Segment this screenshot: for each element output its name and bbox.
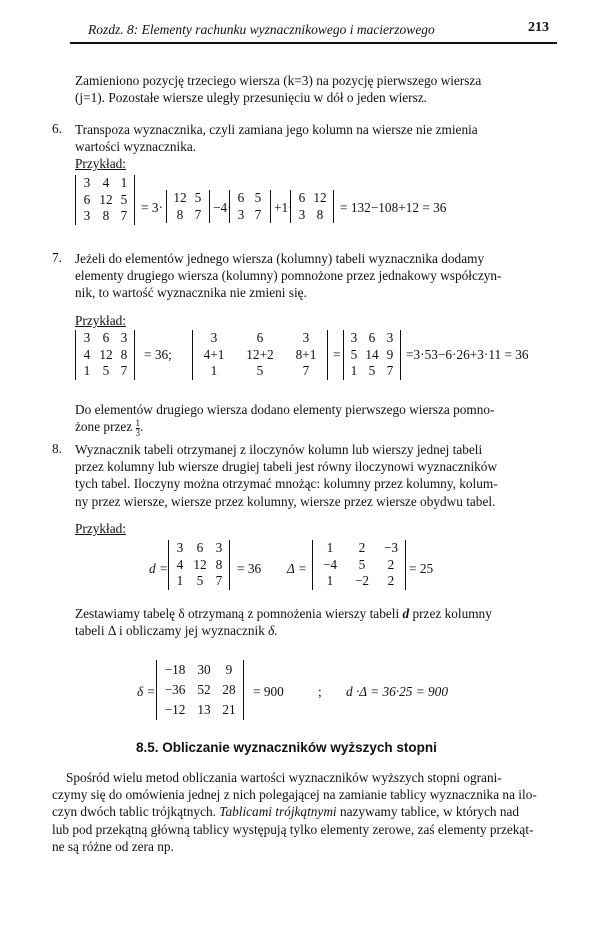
d-result: = 36	[237, 561, 262, 576]
item7-matrix-c: 3 6 3 5 14 9 1 5 7	[343, 330, 401, 380]
running-header	[70, 20, 557, 44]
item6-minor2: 6 5 3 7	[229, 190, 271, 223]
item6-op3: +1·	[274, 200, 293, 215]
item7-result: =3·53−6·26+3·11 = 36	[406, 347, 529, 362]
item-7-text: Jeżeli do elementów jednego wiersza (kolumny) tabeli wyznacznika dodamy elementy drugiego wiersza (kolumny) pomnożone przez jednakowy współczyn- nik, to wartość wyznacznika nie zmieni się.	[75, 251, 502, 301]
item6-result: = 132−108+12 = 36	[340, 200, 447, 215]
item-8-number: 8.	[52, 441, 62, 456]
section-heading: 8.5. Obliczanie wyznaczników wyższych stopni	[136, 740, 437, 755]
item7-note: Do elementów drugiego wiersza dodano elementy pierwszego wiersza pomno- żone przez $\frac{1}{3}$ .	[75, 402, 495, 438]
delta-small-result: = 900	[253, 684, 284, 699]
separator: ;	[318, 684, 322, 699]
fraction-one-third: $\frac{1}{3}$	[135, 417, 141, 438]
delta-matrix: 1 2 −3 −4 5 2 1 −2 2	[312, 540, 406, 590]
item-6-number: 6.	[52, 121, 62, 136]
delta-small-label: δ =	[137, 684, 156, 699]
delta-label: Δ =	[287, 561, 307, 576]
item7-matrix-a: 3 6 3 4 12 8 1 5 7	[75, 330, 135, 380]
page-number: 213	[528, 20, 549, 35]
item6-minor1: 12 5 8 7	[166, 190, 210, 223]
item-8-text: Wyznacznik tabeli otrzymanej z iloczynów kolumn lub wierszy jednej tabeli przez kolumny lub wiersze drugiej tabeli jest równy iloczynowi wyznaczników tych tabel. Iloczyny można otrzymać mnożąc: kolumny przez kolumny, kolum- ny przez wiersze, wiersze przez kolumny, wiersze przez wiersze obydwu tabel.	[75, 442, 498, 509]
item6-eq: = 3·	[141, 200, 163, 215]
delta-result: = 25	[409, 561, 434, 576]
product-eq: d ·Δ = 36·25 = 900	[346, 684, 448, 699]
item8-example-label: Przykład:	[75, 521, 126, 536]
item7-eq2: =	[333, 347, 341, 362]
item6-minor3: 6 12 3 8	[290, 190, 334, 223]
example-label: Przykład:	[75, 156, 126, 172]
item-6-text: Transpoza wyznacznika, czyli zamiana jego kolumn na wiersze nie zmienia wartości wyznacznika. Przykład:	[75, 121, 559, 173]
d-label: d =	[149, 561, 168, 576]
d-matrix: 3 6 3 4 12 8 1 5 7	[168, 540, 230, 590]
item7-example-label: Przykład:	[75, 313, 126, 328]
delta-small-matrix: −18 30 9 −36 52 28 −12 13 21	[156, 660, 244, 720]
item6-op2: −4·	[213, 200, 232, 215]
intro-paragraph: Zamieniono pozycję trzeciego wiersza (k=3) na pozycję pierwszego wiersza (j=1). Pozostałe wiersze uległy przesunięciu w dół o jeden wiersz.	[75, 73, 482, 106]
item6-matrix: 3 4 1 6 12 5 3 8 7	[75, 175, 135, 225]
item8-zestawiamy: Zestawiamy tabelę δ otrzymaną z pomnożenia wierszy tabeli d przez kolumny tabeli Δ i obliczamy jej wyznacznik δ.	[75, 606, 492, 639]
item7-matrix-b: 3 6 3 4+1 12+2 8+1 1 5 7	[192, 330, 328, 380]
item-7-number: 7.	[52, 250, 62, 265]
item7-eq1: = 36;	[144, 347, 172, 362]
section-paragraph: Spośród wielu metod obliczania wartości wyznaczników wyższych stopni ograni- czymy się do omówienia jednej z nich polegającej na zamianie tablicy wyznacznika na ilo- czyn dwóch tablic trójkątnych. Tablicami trójkątnymi nazywamy tablice, w których nad lub pod przekątną główną tablicy występują tylko elementy zerowe, zaś elementy przekąt- ne są różne od zera np.	[52, 770, 537, 854]
header-title: Rozdz. 8: Elementy rachunku wyznacznikowego i macierzowego	[88, 22, 435, 37]
